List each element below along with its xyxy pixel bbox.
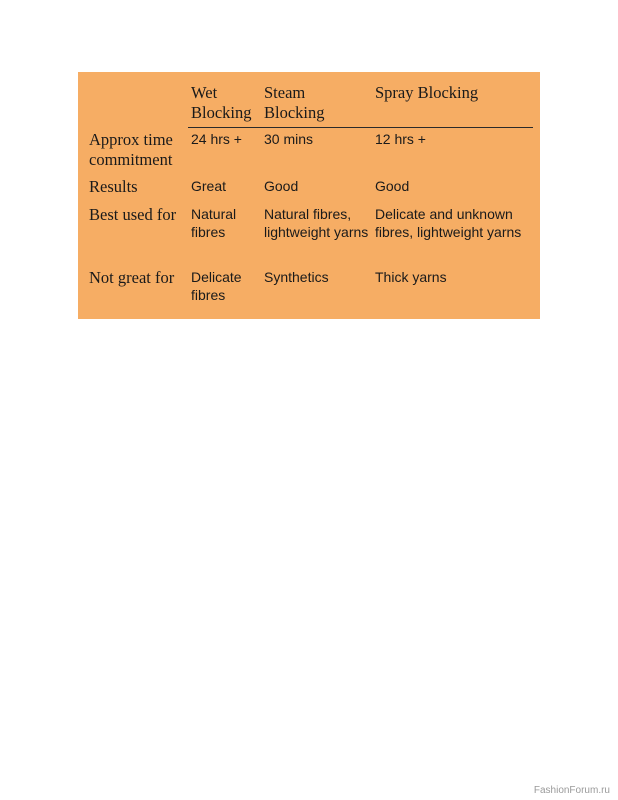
cell-best-spray: Delicate and unknown fibres, lightweight yarns bbox=[375, 206, 522, 240]
header-divider bbox=[188, 127, 533, 128]
cell-time-wet: 24 hrs + bbox=[191, 131, 242, 147]
cell-results-wet: Great bbox=[191, 178, 227, 194]
cell-results-steam: Good bbox=[264, 178, 299, 194]
cell-not-steam: Synthetics bbox=[264, 269, 329, 285]
cell-time-steam: 30 mins bbox=[264, 131, 314, 147]
watermark: FashionForum.ru bbox=[533, 785, 610, 796]
header-wet-blocking: Wet Blocking bbox=[191, 83, 252, 122]
row-label-results: Results bbox=[89, 177, 138, 196]
row-label-not-great-for: Not great for bbox=[89, 268, 175, 287]
cell-best-steam: Natural fibres, lightweight yarns bbox=[264, 206, 369, 240]
header-steam-blocking: Steam Blocking bbox=[264, 83, 325, 122]
row-label-time: Approx time commitment bbox=[89, 130, 173, 169]
header-spray-blocking: Spray Blocking bbox=[375, 83, 479, 102]
row-label-best-used-for: Best used for bbox=[89, 205, 177, 224]
blocking-comparison-table bbox=[78, 72, 540, 319]
cell-not-spray: Thick yarns bbox=[375, 269, 447, 285]
cell-results-spray: Good bbox=[375, 178, 410, 194]
cell-best-wet: Natural fibres bbox=[191, 206, 237, 240]
cell-time-spray: 12 hrs + bbox=[375, 131, 426, 147]
cell-not-wet: Delicate fibres bbox=[191, 269, 242, 303]
